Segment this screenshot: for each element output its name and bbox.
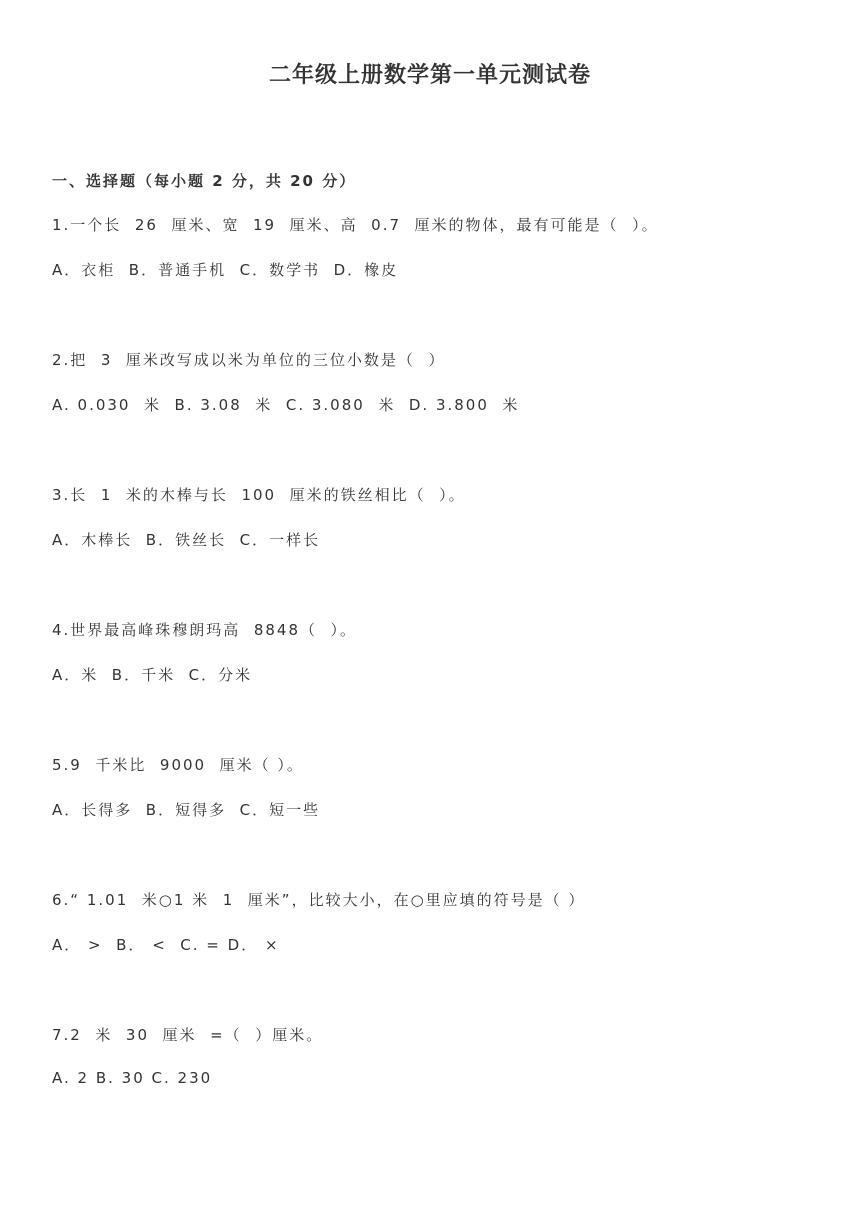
question-2-stem: 2.把 3 厘米改写成以米为单位的三位小数是（ ）	[52, 351, 446, 369]
question-5-stem: 5.9 千米比 9000 厘米（ ）。	[52, 756, 304, 774]
question-7-stem: 7.2 米 30 厘米 =（ ）厘米。	[52, 1026, 324, 1044]
section-heading-multiple-choice: 一、选择题（每小题 2 分，共 20 分）	[52, 172, 357, 190]
question-3-options: A．木棒长 B．铁丝长 C．一样长	[52, 531, 321, 549]
question-3-stem: 3.长 1 米的木棒与长 100 厘米的铁丝相比（ ）。	[52, 486, 466, 504]
question-6-options: A． > B． < C. = D． ×	[52, 936, 280, 954]
question-1-options: A．衣柜 B．普通手机 C．数学书 D．橡皮	[52, 261, 399, 279]
question-6-stem: 6.“ 1.01 米○1 米 1 厘米”，比较大小，在○里应填的符号是（ ）	[52, 891, 586, 909]
question-4-options: A．米 B．千米 C．分米	[52, 666, 253, 684]
page-title: 二年级上册数学第一单元测试卷	[268, 63, 591, 88]
question-1-stem: 1.一个长 26 厘米、宽 19 厘米、高 0.7 厘米的物体，最有可能是（ ）。	[52, 216, 659, 234]
question-5-options: A．长得多 B．短得多 C．短一些	[52, 801, 321, 819]
question-4-stem: 4.世界最高峰珠穆朗玛高 8848（ ）。	[52, 621, 358, 639]
question-7-options: A. 2 B. 30 C. 230	[52, 1069, 213, 1087]
question-2-options: A. 0.030 米 B. 3.08 米 C. 3.080 米 D. 3.800 米	[52, 396, 520, 414]
